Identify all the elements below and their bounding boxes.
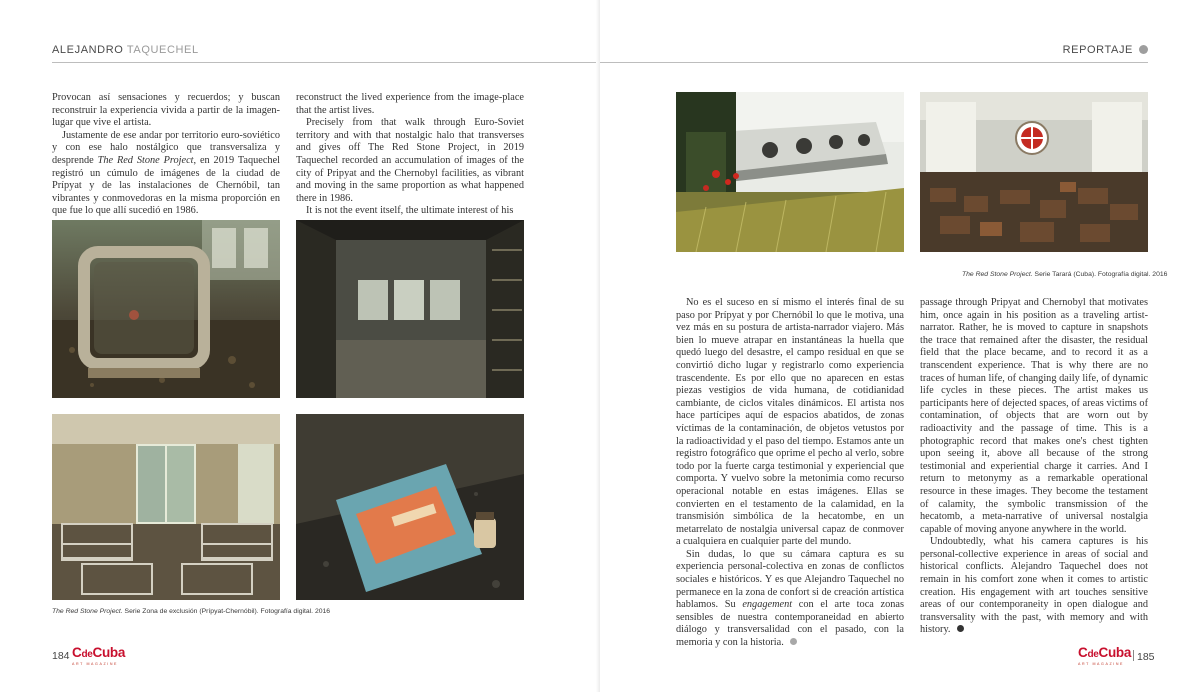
- logo-c: C: [1078, 645, 1088, 660]
- right-photo-caption: [962, 271, 1167, 278]
- text-run: Justamente de ese andar por territorio euro-soviético y con ese halo nostálgico que transversaliza y desprende: [52, 129, 280, 166]
- right-col-1-text: [676, 297, 904, 650]
- logo-de: de: [1087, 649, 1099, 660]
- text-run: Sin dudas, lo que su cámara captura es su experiencia personal-colectiva en zonas de conflictos sociales e históricos. Y es que Alejandro Taquechel no permanece en la zona de confort si de creación artística hablamos. Su: [676, 548, 904, 611]
- photo-abandoned-corridor: [296, 220, 524, 398]
- end-mark-icon: [790, 638, 797, 645]
- right-page: [600, 0, 1200, 692]
- section-label: REPORTAJE: [1062, 44, 1133, 56]
- photo-tarara-interior: [920, 92, 1148, 252]
- text-run: Undoubtedly, what his camera captures is his personal-collective experience in areas of social and historical conflicts. Alejandro Taquechel does not remain in his comfort zone when it comes to artistic creation. His engagement with art touches sensitive areas of our contemporaneity in open dialogue and transversality with the past, with memory and with history.: [920, 536, 1148, 636]
- logo-cuba: Cuba: [1098, 645, 1132, 660]
- caption-text: Serie Tarará (Cuba). Fotografía digital. 2016: [1032, 271, 1168, 278]
- paragraph: No es el suceso en sí mismo el interés final de su paso por Prípyat y por Chernóbil lo que le motiva, una vez más en su postura de artista-narrador viajero. Más bien lo mueve atrapar en instantáneas la huella que quedó luego del desastre, el campo residual en que se convirtió dicho lugar y registrarlo como experiencia trascendente. Es por ello que no aparecen en estas piezas vestigios de vida humana, de cotidianidad cambiante, de ciclos vitales dinámicos. El artista nos hace partícipes aquí de espacios abatidos, de zonas víctimas de la contaminación, de objetos vetustos por la radioactividad y el paso del tiempo. Estamos ante un registro fotográfico que oprime el pecho al verlo, sobre todo por la fuerte carga testimonial y experiencial que comporta. Y vuelvo sobre la metonimia como recurso operacional notable en estas imágenes. Ellas se convierten en el testamento de la calamidad, en la transmisión simbólica de la hecatombe, en un metarrelato de nostalgia universal capaz de conmover a cualquiera en cualquier parte del mundo.: [676, 297, 904, 548]
- page-number-right-wrap: [1130, 650, 1155, 663]
- folio-separator: [1133, 650, 1134, 661]
- section-dot-icon: [1139, 45, 1148, 54]
- paragraph: It is not the event itself, the ultimate interest of his: [306, 205, 514, 217]
- caption-text: Serie Zona de exclusión (Prípyat-Chernóbil). Fotografía digital. 2016: [122, 608, 331, 615]
- right-col-2-text: [920, 297, 1148, 637]
- running-head-author: [52, 44, 199, 56]
- logo-tagline: ART MAGAZINE: [72, 662, 119, 666]
- logo-c: C: [72, 645, 82, 660]
- italic-word: engagement: [742, 599, 793, 611]
- author-first-name: ALEJANDRO: [52, 44, 124, 56]
- page-number-right: 185: [1137, 651, 1155, 663]
- text-run: con el arte toca zonas sensibles de nuestra contemporaneidad en abierto diálogo y transversalidad con el pasado, con la memoria y con la historia.: [676, 599, 904, 649]
- end-mark-icon: [957, 625, 964, 632]
- paragraph: [676, 549, 904, 650]
- running-head-section: [1063, 44, 1148, 56]
- logo-tagline: ART MAGAZINE: [1078, 662, 1125, 666]
- author-last-name: TAQUECHEL: [126, 44, 199, 56]
- left-col-1-text: [52, 92, 280, 218]
- caption-title: The Red Stone Project.: [52, 608, 123, 615]
- photo-abandoned-book: [296, 414, 524, 600]
- italic-title: The Red Stone Project: [97, 154, 194, 166]
- paragraph: passage through Pripyat and Chernobyl that motivates him, once again in his position as a traveling artist-narrator. Rather, he is moved to capture in snapshots the trace that remained after the disaster, the residual field that the place became, and to record it as a transcendent experience. That is why there are no traces of human life, of changing daily life, of dynamic life cycles in these pieces. The artist makes us participants here of dejected spaces, of areas victims of contamination, of objects that are worn out by radioactivity and the passage of time. This is a photographic record that makes one's chest tighten upon seeing it, above all because of the strong testimonial and experiential charge it carries. And I return to metonymy as a remarkable operational resource in these images. They become the testament of calamity, the symbolic transmission of the hecatomb, a meta-narrative of universal nostalgia capable of moving anyone anywhere in the world.: [920, 297, 1148, 535]
- paragraph: [920, 536, 1148, 637]
- cdecuba-logo: [1078, 646, 1130, 668]
- photo-tarara-building: [676, 92, 904, 252]
- paragraph: Provocan así sensaciones y recuerdos; y buscan reconstruir la experiencia vivida a partir de la imagen-lugar que vive el artista.: [52, 92, 280, 129]
- paragraph: Precisely from that walk through Euro-Soviet territory and with that nostalgic halo that transverses and gives off The Red Stone Project, in 2019 Taquechel recorded an accumulation of images of the city of Pripyat and the Chernobyl facilities, as vibrant and moving in the same proportion as what happened there in 1986.: [296, 117, 524, 204]
- paragraph: [52, 130, 280, 218]
- logo-de: de: [81, 649, 93, 660]
- paragraph: reconstruct the lived experience from the image-place that the artist lives.: [296, 92, 524, 116]
- left-photo-caption: [52, 608, 330, 615]
- photo-abandoned-tv: [52, 220, 280, 398]
- logo-cuba: Cuba: [92, 645, 126, 660]
- photo-abandoned-dormitory: [52, 414, 280, 600]
- text-run: , en 2019 Taquechel registró un cúmulo de imágenes de la ciudad de Prípyat y de las instalaciones de Chernóbil, tan vibrantes y conmovedoras en la misma proporción en que fue lo que allí sucedió en 1986.: [52, 154, 280, 217]
- cdecuba-logo: [72, 646, 124, 668]
- header-rule: [52, 62, 600, 63]
- left-col-2-text: [296, 92, 524, 218]
- header-rule: [600, 62, 1148, 63]
- page-number-left: 184: [52, 650, 70, 662]
- caption-title: The Red Stone Project.: [962, 271, 1033, 278]
